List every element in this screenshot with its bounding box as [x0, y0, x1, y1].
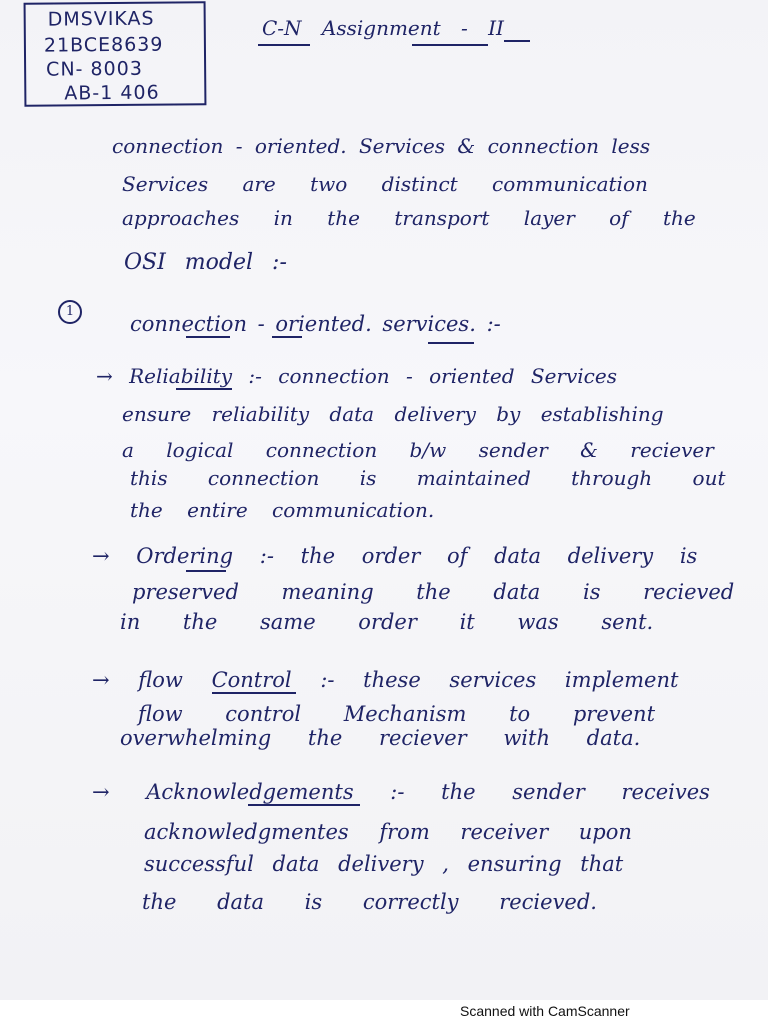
- keyword-underline: [176, 388, 232, 390]
- text-line: the entire communication.: [130, 498, 435, 522]
- student-id-box: [24, 1, 207, 107]
- text-line: connection - oriented. Services & connection less: [112, 134, 651, 158]
- title-underline: [412, 44, 488, 46]
- course-code: CN- 8003: [46, 57, 143, 81]
- text-line: ensure reliability data delivery by establishing: [122, 402, 664, 426]
- student-name: DMSVIKAS: [47, 7, 155, 31]
- title-underline: [504, 40, 530, 42]
- title-underline: [258, 44, 310, 46]
- section-heading: connection - oriented. services. :-: [130, 312, 501, 336]
- text-line: OSI model :-: [124, 250, 287, 275]
- text-line: overwhelming the reciever with data.: [120, 726, 641, 750]
- text-line: flow control Mechanism to prevent: [138, 702, 656, 726]
- text-line: the data is correctly recieved.: [142, 890, 597, 914]
- heading-underline: [428, 342, 474, 344]
- text-line: in the same order it was sent.: [120, 610, 654, 634]
- bullet-acknowledgements: → Acknowledgements :- the sender receives: [92, 780, 710, 804]
- text-line: approaches in the transport layer of the: [122, 206, 696, 230]
- keyword-underline: [186, 570, 226, 572]
- keyword-underline: [212, 692, 296, 694]
- bullet-flow-control: → flow Control :- these services implement: [92, 668, 679, 692]
- bullet-ordering: → Ordering :- the order of data delivery is: [92, 544, 698, 568]
- section-number-badge: 1: [58, 300, 82, 324]
- text-line: preserved meaning the data is recieved: [132, 580, 735, 604]
- scanner-watermark: Scanned with CamScanner: [460, 1003, 630, 1019]
- text-line: a logical connection b/w sender & reciever: [122, 438, 714, 462]
- scanner-footer: [0, 1000, 768, 1024]
- keyword-underline: [248, 804, 360, 806]
- student-reg-number: 21BCE8639: [43, 33, 164, 57]
- room-number: AB-1 406: [64, 81, 160, 105]
- text-line: successful data delivery , ensuring that: [144, 852, 624, 876]
- bullet-reliability: → Reliability :- connection - oriented Services: [96, 364, 617, 388]
- heading-underline: [272, 336, 302, 338]
- text-line: Services are two distinct communication: [122, 172, 648, 196]
- text-line: acknowledgmentes from receiver upon: [144, 820, 632, 844]
- page-title: C-N Assignment - II: [262, 16, 504, 40]
- heading-underline: [186, 336, 230, 338]
- text-line: this connection is maintained through out: [130, 466, 726, 490]
